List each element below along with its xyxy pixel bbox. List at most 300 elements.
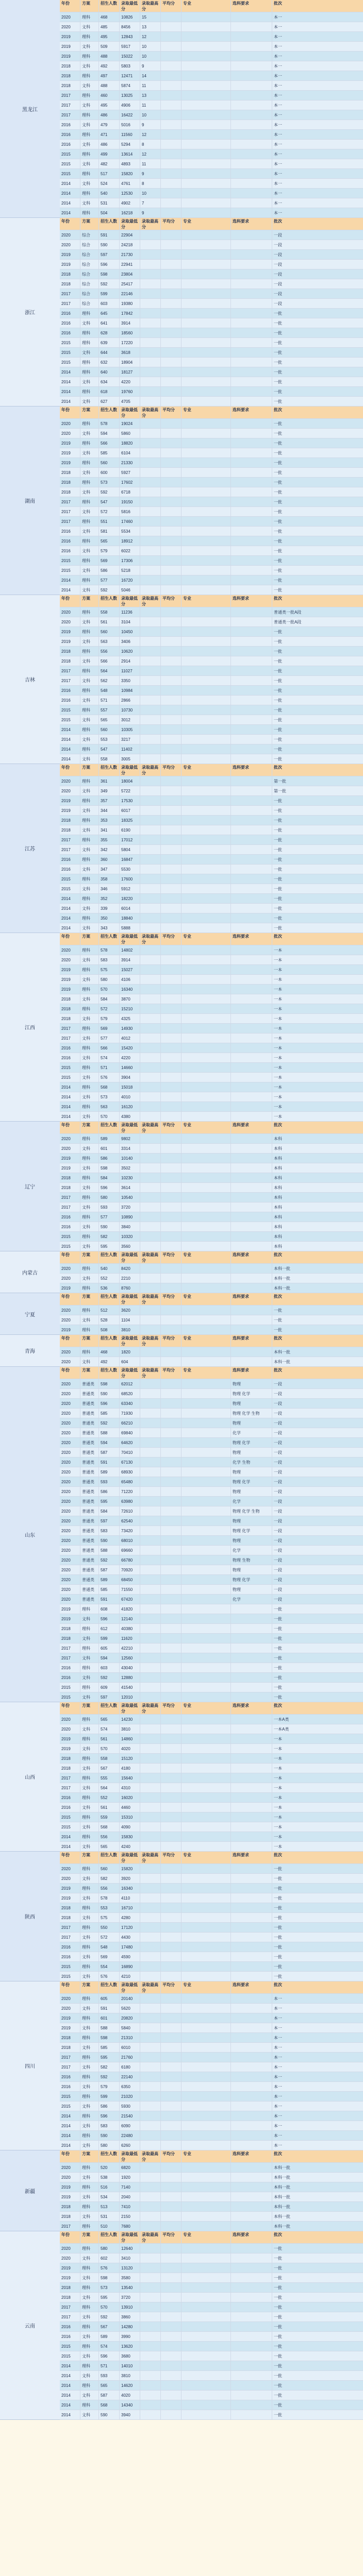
table-cell: 2017: [60, 1193, 80, 1202]
table-cell: [161, 1082, 182, 1092]
table-cell: 一段: [274, 1450, 282, 1455]
table-cell: [161, 1283, 182, 1293]
table-cell: 3350: [120, 676, 140, 685]
table-cell: [140, 2111, 161, 2121]
table-cell: 2020: [60, 1274, 80, 1283]
column-header: 平均分: [161, 406, 182, 418]
table-cell: [182, 1575, 231, 1584]
table-cell: [140, 725, 161, 734]
table-cell: 一批: [274, 421, 282, 426]
table-cell: 471: [99, 130, 120, 139]
table-cell: [231, 91, 272, 100]
table-cell: [140, 1884, 161, 1893]
table-cell: [161, 1516, 182, 1526]
table-cell: 556: [99, 647, 120, 656]
table-cell: 2020: [60, 945, 80, 955]
column-header: 专业: [182, 595, 231, 607]
table-cell: [182, 517, 231, 526]
table-cell: 文科: [80, 845, 99, 854]
table-cell: [182, 2244, 231, 2253]
table-row: [60, 575, 363, 585]
table-cell: [231, 1154, 272, 1163]
table-cell: 13: [140, 22, 161, 31]
column-header: 批次: [274, 219, 282, 224]
table-cell: [161, 1073, 182, 1082]
table-cell: 一本: [274, 1825, 282, 1829]
table-cell: [161, 647, 182, 656]
table-cell: [140, 2410, 161, 2419]
table-cell: [182, 2371, 231, 2380]
table-cell: [161, 656, 182, 666]
table-cell: 文科: [80, 1764, 99, 1773]
table-cell: 16890: [120, 1962, 140, 1971]
table-cell: 一批: [274, 1974, 282, 1979]
table-cell: 一批: [274, 389, 282, 394]
table-cell: [140, 1893, 161, 1903]
table-cell: [182, 1952, 231, 1961]
table-cell: [140, 2023, 161, 2032]
table-cell: [182, 855, 231, 864]
column-header: 选科要求: [231, 1702, 272, 1714]
table-cell: [140, 338, 161, 347]
table-cell: 497: [99, 71, 120, 80]
table-cell: 理科: [80, 438, 99, 448]
table-row: [60, 1624, 363, 1634]
table-cell: [140, 1173, 161, 1182]
table-cell: [182, 367, 231, 377]
table-row: [60, 1014, 363, 1024]
table-cell: [161, 2351, 182, 2361]
table-cell: [231, 1952, 272, 1961]
table-cell: [161, 696, 182, 705]
table-cell: 本一: [274, 2104, 282, 2109]
table-cell: 2018: [60, 1183, 80, 1192]
table-cell: 10230: [120, 1173, 140, 1182]
table-cell: [182, 1942, 231, 1952]
table-cell: 2014: [60, 2371, 80, 2380]
table-cell: [140, 945, 161, 955]
table-cell: 一批: [274, 399, 282, 404]
table-cell: [231, 2173, 272, 2182]
table-cell: 20140: [120, 1994, 140, 2003]
table-cell: 579: [99, 2082, 120, 2091]
table-cell: 598: [99, 269, 120, 279]
table-cell: 17842: [120, 309, 140, 318]
table-cell: 本一: [274, 103, 282, 108]
table-cell: 2016: [60, 855, 80, 864]
table-cell: 590: [99, 1222, 120, 1231]
table-cell: 2019: [60, 965, 80, 974]
table-cell: 2015: [60, 1242, 80, 1251]
table-cell: [140, 696, 161, 705]
table-cell: 普通类: [80, 1418, 99, 1428]
table-row: [60, 1073, 363, 1082]
table-cell: [161, 397, 182, 406]
table-cell: 一本: [274, 977, 282, 982]
table-cell: [161, 2092, 182, 2101]
table-cell: 5860: [120, 429, 140, 438]
table-cell: [231, 1624, 272, 1633]
table-row: [60, 1202, 363, 1212]
table-cell: 文科: [80, 448, 99, 457]
table-cell: [182, 816, 231, 825]
table-cell: 一批: [274, 370, 282, 375]
table-cell: [182, 1683, 231, 1692]
table-cell: 21730: [120, 250, 140, 259]
table-cell: [182, 2202, 231, 2211]
table-cell: 一批: [274, 1935, 282, 1940]
table-cell: [182, 1516, 231, 1526]
table-cell: [182, 1222, 231, 1231]
table-cell: 4020: [120, 1744, 140, 1753]
table-cell: [231, 2293, 272, 2302]
table-cell: [182, 1754, 231, 1763]
table-cell: [231, 2391, 272, 2400]
table-row: [60, 2131, 363, 2141]
table-cell: 2016: [60, 1942, 80, 1952]
table-cell: [182, 696, 231, 705]
table-cell: 67420: [120, 1595, 140, 1604]
table-cell: [140, 1832, 161, 1841]
table-cell: [161, 1242, 182, 1251]
table-cell: 一段: [274, 1431, 282, 1435]
table-cell: 一批: [274, 341, 282, 345]
table-cell: 理科: [80, 52, 99, 61]
table-cell: [231, 1144, 272, 1153]
table-cell: [140, 975, 161, 984]
table-cell: 一批: [274, 350, 282, 355]
table-cell: 11: [140, 159, 161, 168]
table-cell: 2018: [60, 2283, 80, 2292]
table-cell: 2014: [60, 2400, 80, 2410]
province-label: 江西: [0, 933, 60, 1122]
table-row: [60, 1274, 363, 1283]
table-cell: 文科: [80, 1163, 99, 1173]
table-cell: 2016: [60, 120, 80, 129]
table-cell: 一批: [274, 2246, 282, 2251]
table-cell: 2014: [60, 1092, 80, 1101]
table-cell: 577: [99, 1212, 120, 1222]
table-cell: 499: [99, 149, 120, 159]
table-cell: [140, 2253, 161, 2263]
province-label: 宁夏: [0, 1293, 60, 1335]
table-cell: 591: [99, 2004, 120, 2013]
table-cell: [161, 945, 182, 955]
table-header-row: [60, 1981, 363, 1994]
table-cell: [182, 198, 231, 208]
table-cell: 一批: [274, 1867, 282, 1871]
table-cell: 596: [99, 260, 120, 269]
table-cell: 文科: [80, 140, 99, 149]
table-cell: 一批: [274, 2344, 282, 2349]
table-cell: [161, 1842, 182, 1851]
table-cell: 486: [99, 140, 120, 149]
table-cell: [182, 1972, 231, 1981]
table-row: [60, 1173, 363, 1183]
table-cell: 3810: [120, 1724, 140, 1734]
table-cell: [161, 1673, 182, 1682]
table-cell: [231, 735, 272, 744]
table-cell: [182, 328, 231, 337]
table-row: [60, 91, 363, 100]
table-cell: [231, 945, 272, 955]
table-cell: 68520: [120, 1389, 140, 1398]
table-row: [60, 1783, 363, 1793]
table-cell: [140, 2302, 161, 2312]
table-cell: 2014: [60, 754, 80, 764]
table-cell: [140, 904, 161, 913]
table-cell: 理科: [80, 855, 99, 864]
table-cell: 582: [99, 2062, 120, 2072]
table-cell: 理科: [80, 536, 99, 546]
table-row: [60, 419, 363, 429]
table-cell: [182, 923, 231, 933]
table-cell: 460: [99, 91, 120, 100]
table-cell: 2020: [60, 1497, 80, 1506]
table-cell: 2020: [60, 1555, 80, 1565]
table-cell: 一本: [274, 1786, 282, 1790]
table-cell: 579: [99, 546, 120, 555]
table-cell: 564: [99, 666, 120, 675]
table-cell: 一本: [274, 948, 282, 953]
table-cell: 16340: [120, 1884, 140, 1893]
province-label: 青海: [0, 1335, 60, 1367]
table-cell: [140, 367, 161, 377]
table-cell: 2018: [60, 2293, 80, 2302]
table-cell: [231, 1212, 272, 1222]
table-cell: [140, 1903, 161, 1912]
table-cell: 文科: [80, 61, 99, 71]
table-cell: [140, 744, 161, 754]
table-cell: [231, 806, 272, 815]
table-cell: 13910: [120, 2302, 140, 2312]
table-row: [60, 816, 363, 825]
table-cell: [140, 2121, 161, 2130]
table-cell: 595: [99, 1497, 120, 1506]
table-cell: 理科: [80, 725, 99, 734]
table-row: [60, 696, 363, 705]
table-cell: [182, 1202, 231, 1212]
table-cell: 586: [99, 1154, 120, 1163]
table-cell: [231, 1942, 272, 1952]
table-cell: [231, 1283, 272, 1293]
table-cell: [140, 2182, 161, 2192]
table-cell: [161, 1724, 182, 1734]
table-cell: [182, 1173, 231, 1182]
table-cell: 本一: [274, 93, 282, 98]
table-cell: 理科: [80, 1283, 99, 1293]
table-cell: 文科: [80, 994, 99, 1004]
table-cell: 578: [99, 419, 120, 428]
table-cell: [161, 1692, 182, 1702]
table-cell: 18904: [120, 358, 140, 367]
table-cell: 468: [99, 12, 120, 22]
table-row: [60, 2244, 363, 2253]
column-header: 方案: [80, 933, 99, 945]
table-cell: 2040: [120, 2192, 140, 2201]
column-header: 批次: [274, 765, 282, 770]
table-row: [60, 2111, 363, 2121]
table-cell: [182, 1773, 231, 1783]
table-cell: [140, 1952, 161, 1961]
table-cell: 文科: [80, 1634, 99, 1643]
table-cell: [231, 874, 272, 884]
table-cell: [140, 1874, 161, 1883]
table-cell: 2150: [120, 2212, 140, 2221]
table-cell: 65480: [120, 1477, 140, 1486]
table-cell: [161, 1793, 182, 1802]
table-row: [60, 2202, 363, 2212]
table-header-row: [60, 1702, 363, 1715]
table-cell: 2014: [60, 923, 80, 933]
table-cell: [182, 1024, 231, 1033]
table-cell: [161, 1614, 182, 1623]
column-header: 录取最低分: [120, 1852, 140, 1863]
column-header: 平均分: [161, 933, 182, 945]
table-cell: 632: [99, 358, 120, 367]
table-cell: 592: [99, 1673, 120, 1682]
table-cell: 一批: [274, 1876, 282, 1881]
table-cell: 2020: [60, 1864, 80, 1873]
table-cell: 文科: [80, 2023, 99, 2032]
table-cell: 本一: [274, 54, 282, 59]
table-cell: 一本: [274, 1805, 282, 1810]
table-cell: [182, 1546, 231, 1555]
table-cell: [161, 2371, 182, 2380]
table-cell: 512: [99, 1306, 120, 1315]
table-cell: 579: [99, 1014, 120, 1023]
table-cell: 24218: [120, 240, 140, 249]
table-row: [60, 2410, 363, 2420]
table-cell: 文科: [80, 1183, 99, 1192]
table-cell: 2018: [60, 71, 80, 80]
table-cell: [231, 1764, 272, 1773]
table-cell: 一段: [274, 1489, 282, 1494]
table-row: [60, 2013, 363, 2023]
table-cell: [231, 1884, 272, 1893]
table-cell: [161, 1448, 182, 1457]
table-cell: [140, 816, 161, 825]
table-cell: 一批: [274, 1964, 282, 1969]
table-cell: 一批: [274, 519, 282, 524]
table-cell: 理科: [80, 497, 99, 506]
table-cell: [182, 250, 231, 259]
table-cell: [182, 309, 231, 318]
table-cell: [161, 1222, 182, 1231]
table-cell: [182, 1448, 231, 1457]
table-cell: 2020: [60, 1506, 80, 1516]
table-cell: 6014: [120, 904, 140, 913]
table-cell: 580: [99, 2244, 120, 2253]
table-cell: 2014: [60, 2121, 80, 2130]
table-cell: 14280: [120, 2322, 140, 2331]
column-header: 招生人数: [99, 1293, 120, 1305]
table-cell: [182, 2062, 231, 2072]
table-cell: [231, 2072, 272, 2081]
table-cell: [182, 230, 231, 240]
table-cell: 3810: [120, 2371, 140, 2380]
table-cell: 理科: [80, 1004, 99, 1013]
table-cell: 本一: [274, 201, 282, 206]
table-cell: 文科: [80, 975, 99, 984]
table-cell: 2020: [60, 1575, 80, 1584]
table-row: [60, 32, 363, 42]
table-cell: [182, 419, 231, 428]
column-header: 方案: [80, 595, 99, 607]
table-cell: [231, 1347, 272, 1357]
table-cell: 597: [99, 250, 120, 259]
table-cell: 21020: [120, 2092, 140, 2101]
table-cell: 12640: [120, 2244, 140, 2253]
table-row: [60, 438, 363, 448]
table-cell: [161, 2400, 182, 2410]
table-cell: 2019: [60, 32, 80, 41]
table-cell: [231, 100, 272, 110]
table-cell: 2014: [60, 1102, 80, 1111]
table-cell: 2019: [60, 796, 80, 805]
table-cell: 2019: [60, 1614, 80, 1623]
table-cell: 531: [99, 198, 120, 208]
table-cell: [161, 1043, 182, 1053]
table-cell: 2016: [60, 527, 80, 536]
table-cell: 5016: [120, 120, 140, 129]
table-cell: [161, 2342, 182, 2351]
table-cell: [231, 2273, 272, 2282]
table-cell: [161, 1903, 182, 1912]
table-cell: [140, 735, 161, 744]
table-cell: [182, 458, 231, 467]
table-cell: 一批: [274, 679, 282, 683]
table-cell: [140, 1913, 161, 1922]
table-header-row: [60, 764, 363, 776]
table-cell: [182, 1163, 231, 1173]
table-cell: [161, 725, 182, 734]
table-cell: [231, 1933, 272, 1942]
table-cell: 548: [99, 686, 120, 695]
table-cell: [231, 358, 272, 367]
table-cell: 13620: [120, 2342, 140, 2351]
table-cell: 557: [99, 705, 120, 715]
table-cell: [161, 776, 182, 786]
table-cell: [140, 1822, 161, 1832]
column-header: 专业: [182, 1702, 231, 1714]
table-cell: 68450: [120, 1575, 140, 1584]
table-cell: [182, 647, 231, 656]
column-header: 年份: [60, 1702, 80, 1714]
table-cell: [140, 1595, 161, 1604]
table-row: [60, 1812, 363, 1822]
table-cell: 本一: [274, 2006, 282, 2011]
table-cell: [182, 725, 231, 734]
table-cell: [161, 52, 182, 61]
table-cell: [161, 318, 182, 328]
table-cell: 一本: [274, 1046, 282, 1050]
table-cell: [182, 71, 231, 80]
table-cell: [182, 575, 231, 585]
table-cell: 一批: [274, 549, 282, 553]
table-cell: [182, 1653, 231, 1663]
table-cell: 文科: [80, 1653, 99, 1663]
table-cell: [231, 419, 272, 428]
table-cell: 575: [99, 965, 120, 974]
table-cell: 5840: [120, 2023, 140, 2032]
table-cell: 理科: [80, 2053, 99, 2062]
table-cell: 556: [99, 1832, 120, 1841]
table-cell: 理科: [80, 1715, 99, 1724]
table-row: [60, 2342, 363, 2351]
table-cell: [161, 955, 182, 964]
table-row: [60, 1306, 363, 1315]
